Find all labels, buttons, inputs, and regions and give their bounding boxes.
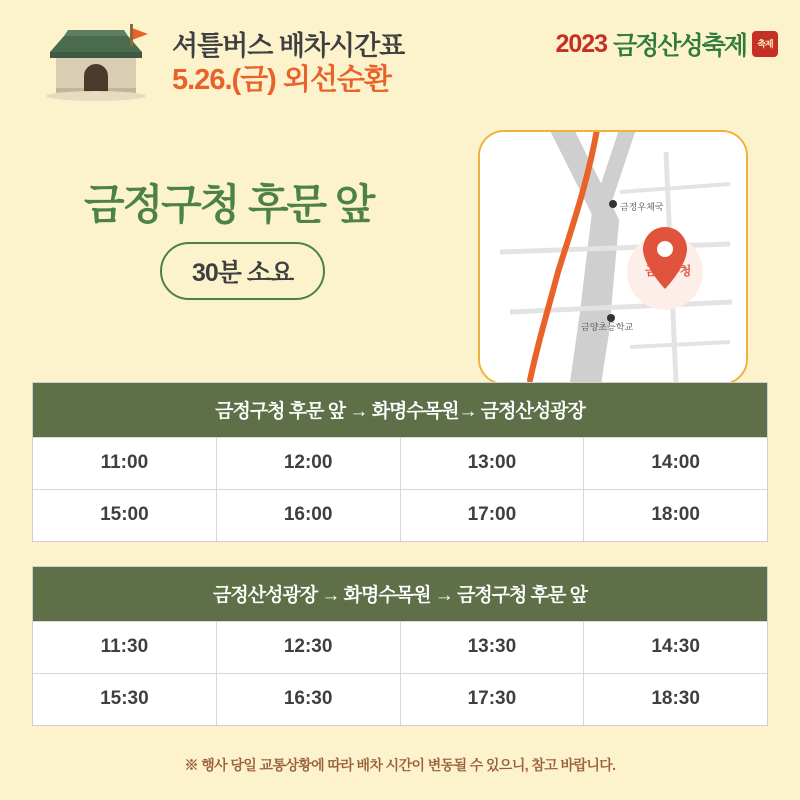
time-cell: 12:30 [216, 622, 400, 673]
schedule-table-inbound [32, 566, 768, 726]
table-row [33, 437, 767, 489]
map-pin-label: 금정구청 [645, 264, 692, 278]
header-title-line1: 셔틀버스 배차시간표 [172, 31, 405, 61]
map-card [478, 130, 748, 385]
table-header-inbound: 금정산성광장 → 화명수목원 → 금정구청 후문 앞 [33, 567, 767, 621]
map-label-post-office: 금정우체국 [620, 202, 664, 212]
table-header-outbound: 금정구청 후문 앞 → 화명수목원→ 금정산성광장 [33, 383, 767, 437]
time-cell: 11:00 [100, 452, 149, 473]
duration-badge: 30분 소요 [160, 242, 325, 300]
stop-info-section [0, 110, 800, 380]
time-cell: 15:30 [100, 688, 149, 709]
time-cell: 17:00 [400, 490, 584, 541]
time-cell: 18:30 [583, 674, 767, 725]
header-title-line2: 5.26.(금) 외선순환 [172, 64, 391, 97]
festival-brand [555, 26, 778, 62]
time-cell: 13:00 [400, 438, 584, 489]
time-cell: 16:00 [216, 490, 400, 541]
table-row [33, 673, 767, 725]
brand-year: 2023 [555, 29, 608, 58]
table-row [33, 489, 767, 541]
map-label-school: 금양초등학교 [581, 322, 634, 332]
footnote: ※ 행사 당일 교통상황에 따라 배차 시간이 변동될 수 있으니, 참고 바랍니다. [184, 757, 616, 773]
page-header [0, 0, 800, 110]
time-cell: 16:30 [216, 674, 400, 725]
time-cell: 14:30 [583, 622, 767, 673]
brand-seal-icon: 축제 [752, 31, 778, 57]
table-row [33, 621, 767, 673]
korean-gate-icon [36, 22, 156, 102]
brand-name: 금정산성축제 [613, 32, 746, 60]
time-cell: 13:30 [400, 622, 584, 673]
time-cell: 12:00 [216, 438, 400, 489]
time-cell: 14:00 [583, 438, 767, 489]
time-cell: 18:00 [583, 490, 767, 541]
schedule-table-outbound [32, 382, 768, 542]
time-cell: 11:30 [100, 636, 149, 657]
header-title-group [172, 30, 404, 99]
time-cell: 15:00 [100, 504, 149, 525]
stop-name: 금정구청 후문 앞 [84, 181, 374, 228]
time-cell: 17:30 [400, 674, 584, 725]
